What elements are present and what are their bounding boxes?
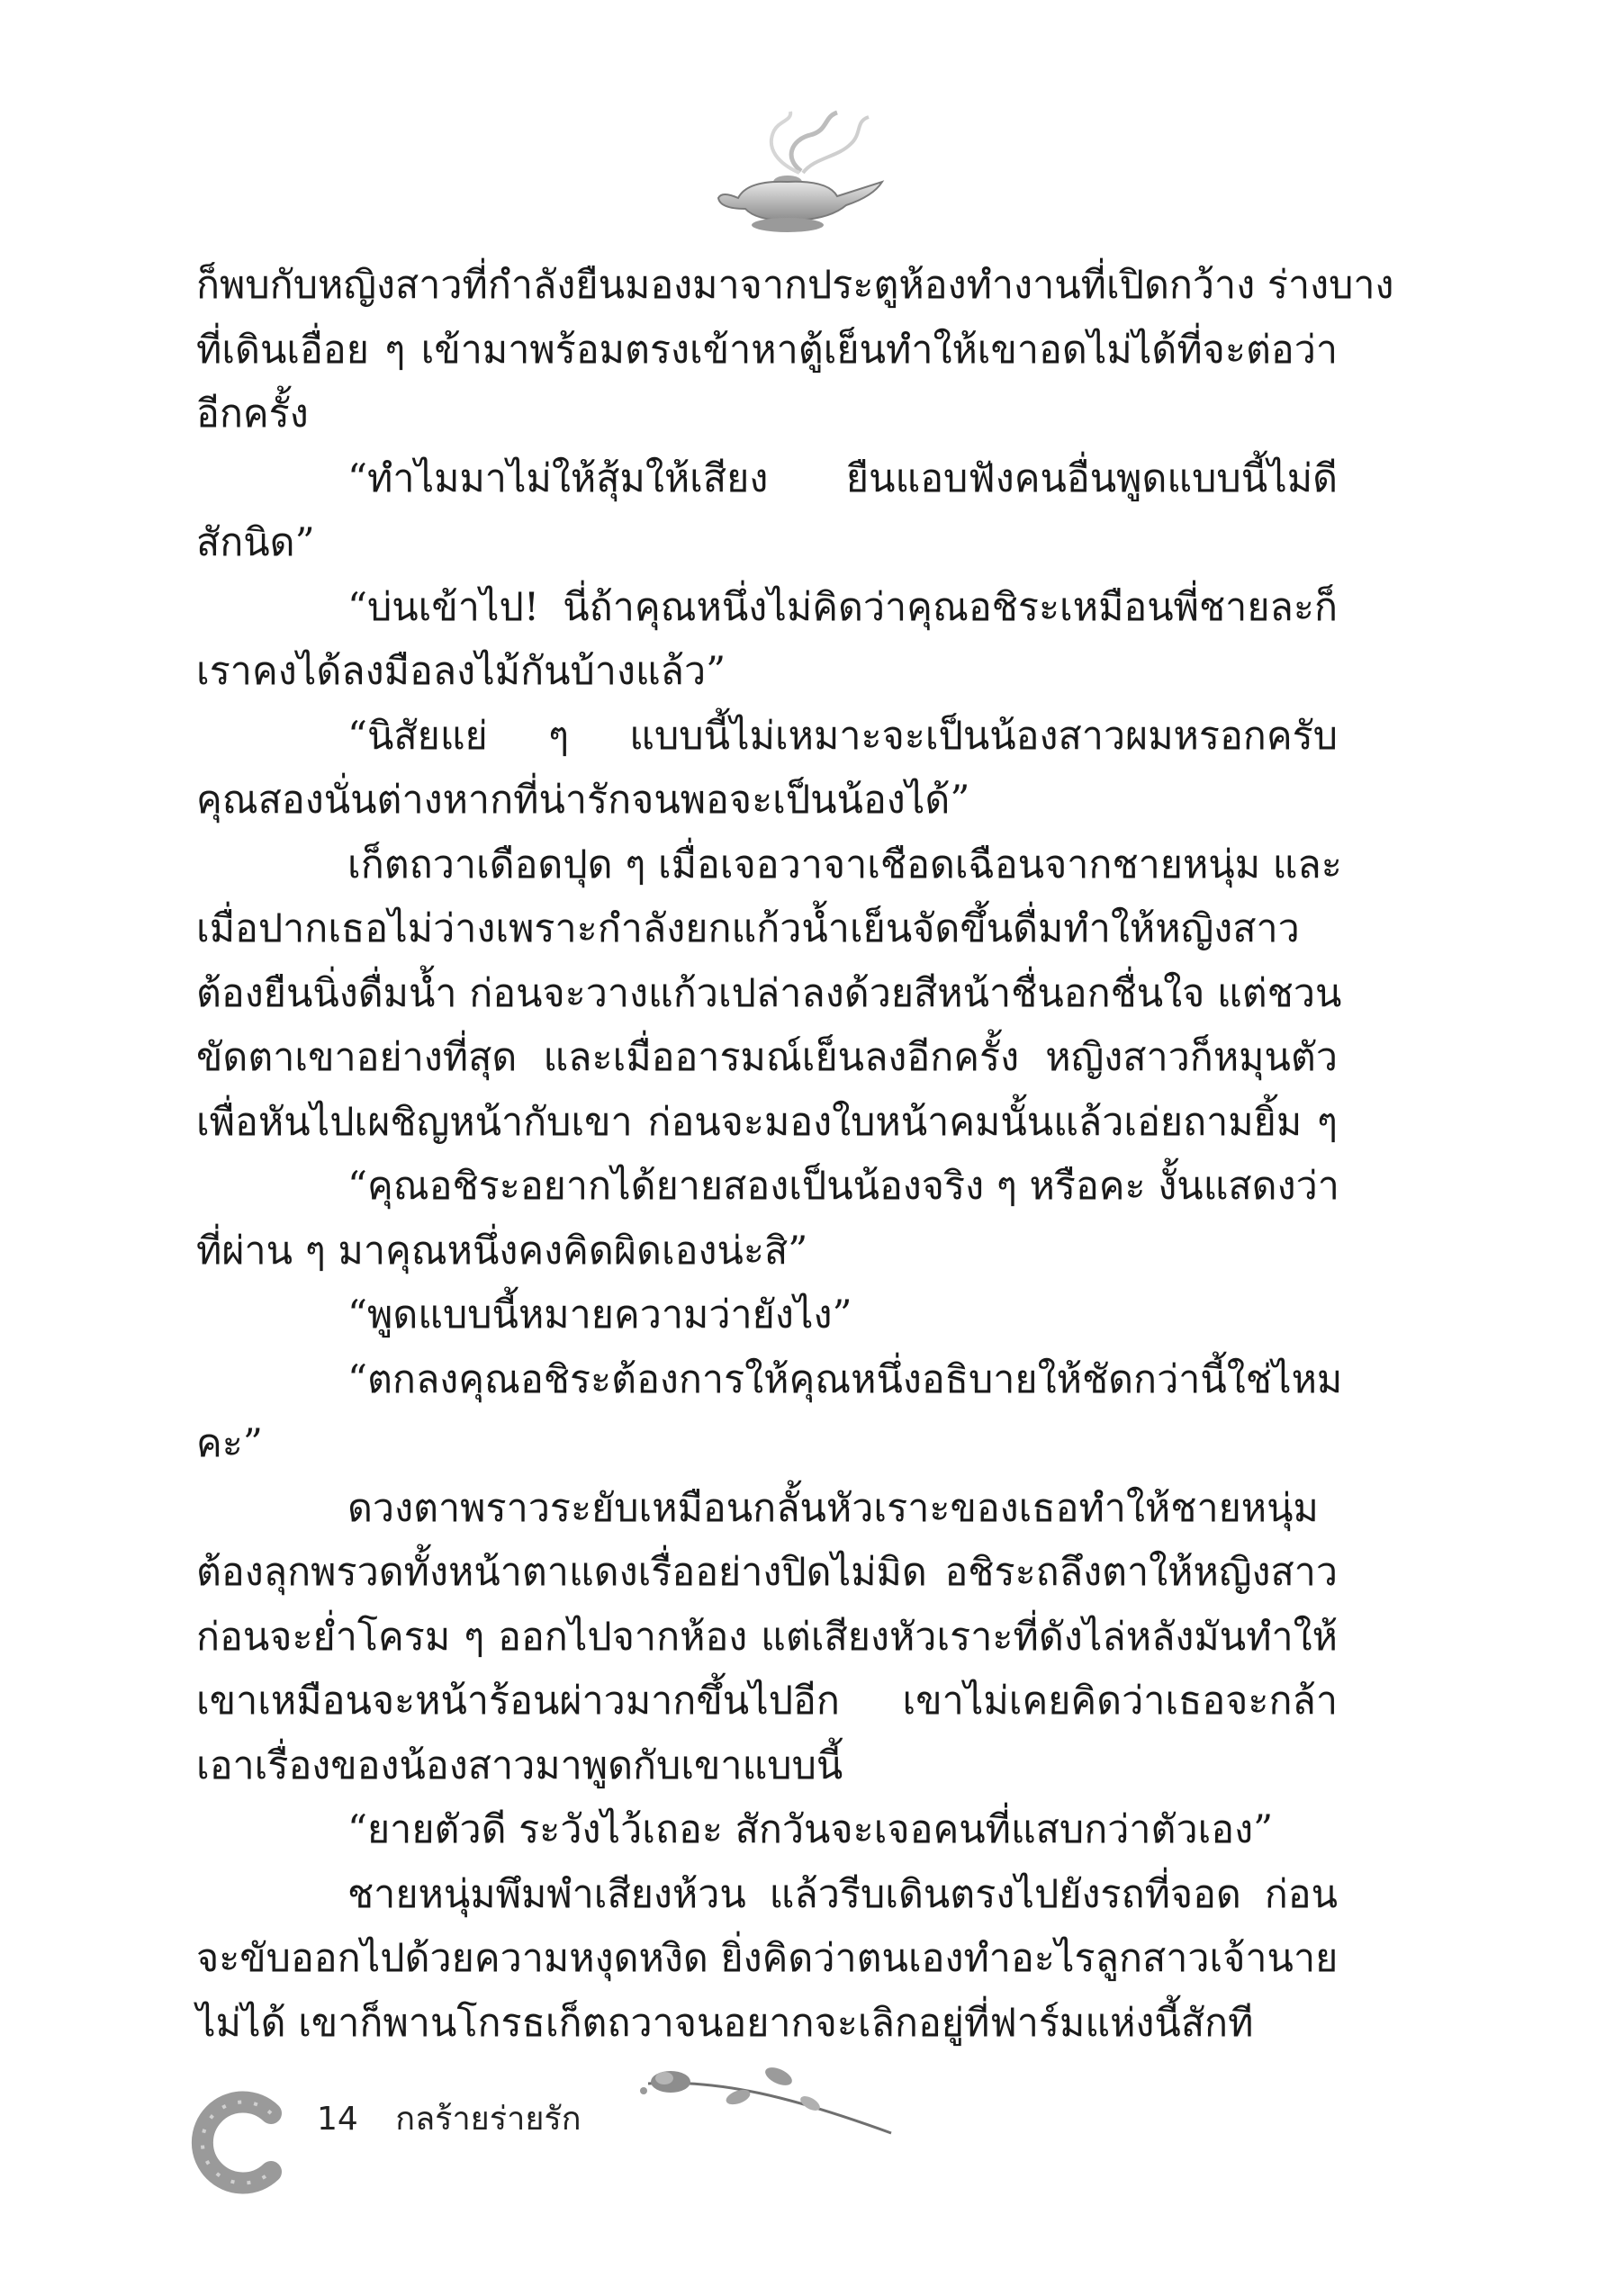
text-line: ขัดตาเขาอย่างที่สุด และเมื่ออารมณ์เย็นลงอีกครั้ง หญิงสาวก็หมุนตัว xyxy=(196,1035,1338,1080)
horseshoe-icon xyxy=(185,2086,293,2194)
genie-lamp-icon xyxy=(702,108,900,234)
text-line: สักนิด” xyxy=(196,520,315,565)
text-line: ดวงตาพราวระยับเหมือนกลั้นหัวเราะของเธอทำให้ชายหนุ่ม xyxy=(347,1485,1319,1531)
text-line: ชายหนุ่มพึมพำเสียงห้วน แล้วรีบเดินตรงไปยังรถที่จอด ก่อน xyxy=(347,1871,1338,1917)
body-text xyxy=(196,254,1394,2056)
text-line: อีกครั้ง xyxy=(196,392,309,437)
text-line: ต้องลุกพรวดทั้งหน้าตาแดงเรื่ออย่างปิดไม่มิด อชิระถลึงตาให้หญิงสาว xyxy=(196,1550,1338,1595)
text-line: จะขับออกไปด้วยความหงุดหงิด ยิ่งคิดว่าตนเองทำอะไรลูกสาวเจ้านาย xyxy=(196,1936,1339,1981)
text-line: “ตกลงคุณอชิระต้องการให้คุณหนึ่งอธิบายให้ชัดกว่านี้ใช่ไหม xyxy=(347,1356,1343,1402)
text-line: ก่อนจะย่ำโครม ๆ ออกไปจากห้อง แต่เสียงหัวเราะที่ดังไล่หลังมันทำให้ xyxy=(196,1614,1338,1660)
text-line: ไม่ได้ เขาก็พานโกรธเก็ตถวาจนอยากจะเลิกอยู่ที่ฟาร์มแห่งนี้สักที xyxy=(196,2000,1254,2046)
text-line: ต้องยืนนิ่งดื่มน้ำ ก่อนจะวางแก้วเปล่าลงด้วยสีหน้าชื่นอกชื่นใจ แต่ชวน xyxy=(196,970,1342,1016)
text-line: “บ่นเข้าไป! นี่ถ้าคุณหนึ่งไม่คิดว่าคุณอชิระเหมือนพี่ชายละก็ xyxy=(347,584,1338,630)
page-footer xyxy=(317,2097,582,2142)
text-line: คะ” xyxy=(196,1421,263,1466)
rose-icon xyxy=(630,2048,900,2138)
text-line: “ยายตัวดี ระวังไว้เถอะ สักวันจะเจอคนที่แสบกว่าตัวเอง” xyxy=(347,1807,1274,1852)
text-line: เพื่อหันไปเผชิญหน้ากับเขา ก่อนจะมองใบหน้าคมนั้นแล้วเอ่ยถามยิ้ม ๆ xyxy=(196,1099,1338,1145)
text-line: ก็พบกับหญิงสาวที่กำลังยืนมองมาจากประตูห้องทำงานที่เปิดกว้าง ร่างบาง xyxy=(196,263,1394,308)
text-line: เราคงได้ลงมือลงไม้กันบ้างแล้ว” xyxy=(196,649,726,694)
text-line: “พูดแบบนี้หมายความว่ายังไง” xyxy=(347,1292,852,1337)
text-line: เอาเรื่องของน้องสาวมาพูดกับเขาแบบนี้ xyxy=(196,1742,843,1788)
text-line: ที่ผ่าน ๆ มาคุณหนึ่งคงคิดผิดเองน่ะสิ” xyxy=(196,1228,808,1274)
text-line: เมื่อปากเธอไม่ว่างเพราะกำลังยกแก้วน้ำเย็นจัดขึ้นดื่มทำให้หญิงสาว xyxy=(196,906,1300,951)
text-line: ที่เดินเอื่อย ๆ เข้ามาพร้อมตรงเข้าหาตู้เย็นทำให้เขาอดไม่ได้ที่จะต่อว่า xyxy=(196,327,1338,373)
text-line: เขาเหมือนจะหน้าร้อนผ่าวมากขึ้นไปอีก เขาไม่เคยคิดว่าเธอจะกล้า xyxy=(196,1679,1338,1724)
text-line: เก็ตถวาเดือดปุด ๆ เมื่อเจอวาจาเชือดเฉือนจากชายหนุ่ม และ xyxy=(347,842,1342,887)
text-line: คุณสองนั่นต่างหากที่น่ารักจนพอจะเป็นน้องได้” xyxy=(196,778,970,823)
book-title: กลร้ายร่ายรัก xyxy=(395,2101,582,2138)
text-line: “คุณอชิระอยากได้ยายสองเป็นน้องจริง ๆ หรือคะ งั้นแสดงว่า xyxy=(347,1164,1339,1209)
text-line: “นิสัยแย่ ๆ แบบนี้ไม่เหมาะจะเป็นน้องสาวผมหรอกครับ xyxy=(347,713,1338,759)
text-line: “ทำไมมาไม่ให้สุ้มให้เสียง ยืนแอบฟังคนอื่นพูดแบบนี้ไม่ดี xyxy=(347,455,1338,501)
page-number: 14 xyxy=(317,2101,358,2138)
